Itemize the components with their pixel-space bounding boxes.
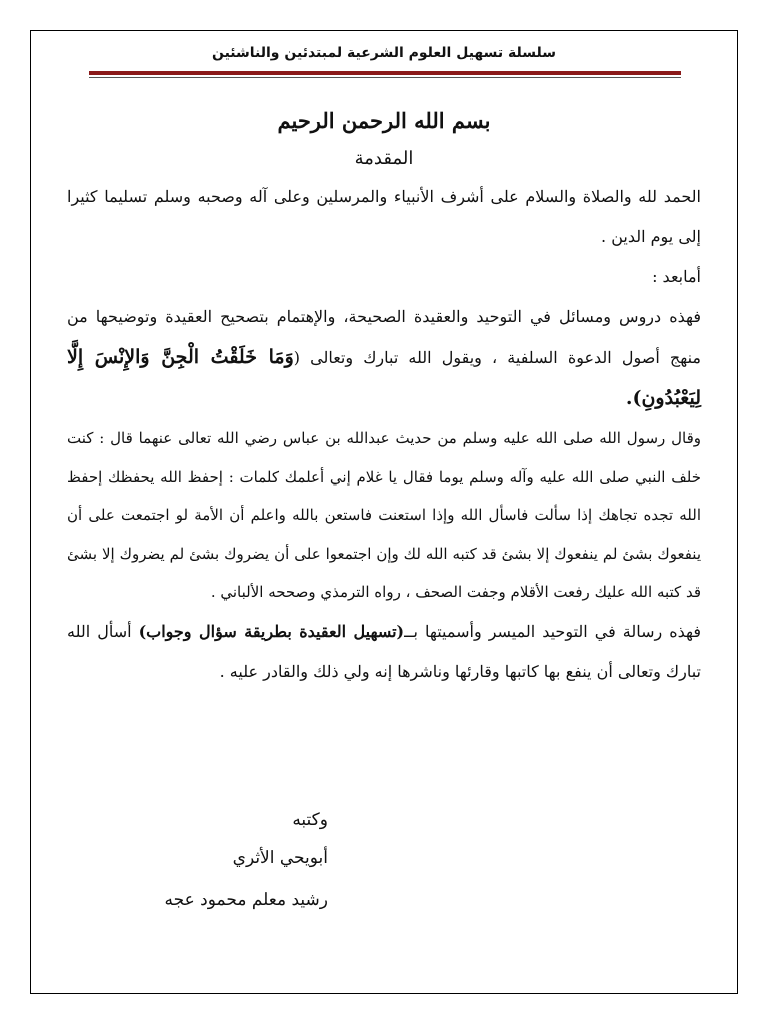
document-body <box>67 101 701 692</box>
closing-paragraph <box>67 612 701 692</box>
signature-wrote: وكتبه <box>292 810 328 830</box>
hadith-paragraph: وقال رسول الله صلى الله عليه وسلم من حديث عبدالله بن عباس رضي الله تعالى عنهما قال : كنت خلف النبي صلى الله عليه وآله وسلم يوما فقال يا غلام إني أعلمك كلمات : إحفظ الله يحفظك إحفظ الله تجده تجاهك إذا سألت فاسأل الله وإذا استعنت فاستعن بالله واعلم أن الأمة لو اجتمعت على أن ينفعوك بشئ لم ينفعوك إلا بشئ قد كتبه الله لك وإن اجتمعوا على أن يضروك بشئ لم يضروك إلا بشئ قد كتبه الله عليك رفعت الأقلام وجفت الصحف ، رواه الترمذي وصححه الألباني . <box>67 429 701 601</box>
signature-name: رشيد معلم محمود عجه <box>164 890 328 910</box>
closing-text: فهذه رسالة في التوحيد الميسر وأسميتها بــ <box>404 621 702 641</box>
header-divider-thick <box>89 71 681 75</box>
header-divider-thin <box>89 77 681 78</box>
series-title: سلسلة تسهيل العلوم الشرعية لمبتدئين والناشئين <box>211 45 556 61</box>
book-title: (تسهيل العقيدة بطريقة سؤال وجواب) <box>138 621 405 641</box>
signature-kunya: أبويحي الأثري <box>232 848 328 868</box>
closing-prayer: أسأل الله تبارك وتعالى أن ينفع بها كاتبها وقارئها وناشرها إنه ولي ذلك والقادر عليه . <box>67 621 701 681</box>
amma-bad: أمابعد : <box>652 267 701 286</box>
page-frame <box>30 30 738 994</box>
praise-paragraph: الحمد لله والصلاة والسلام على أشرف الأنبياء والمرسلين وعلى آله وصحبه وسلم تسليما كثيرا إلى يوم الدين . <box>67 187 701 246</box>
purpose-paragraph <box>67 297 701 419</box>
purpose-text: فهذه دروس ومسائل في التوحيد والعقيدة الصحيحة، والإهتمام بتصحيح العقيدة وتوضيحها من منهج أصول الدعوة السلفية ، ويقول الله تبارك وتعالى ( <box>67 307 702 367</box>
basmala: بسم الله الرحمن الرحيم <box>277 108 491 133</box>
introduction-heading: المقدمة <box>354 148 414 169</box>
quran-verse: وَمَا خَلَقْتُ الْجِنَّ وَالإِنْسَ إِلَّا لِيَعْبُدُونِ <box>67 346 701 409</box>
quran-verse-close: ). <box>625 387 642 409</box>
